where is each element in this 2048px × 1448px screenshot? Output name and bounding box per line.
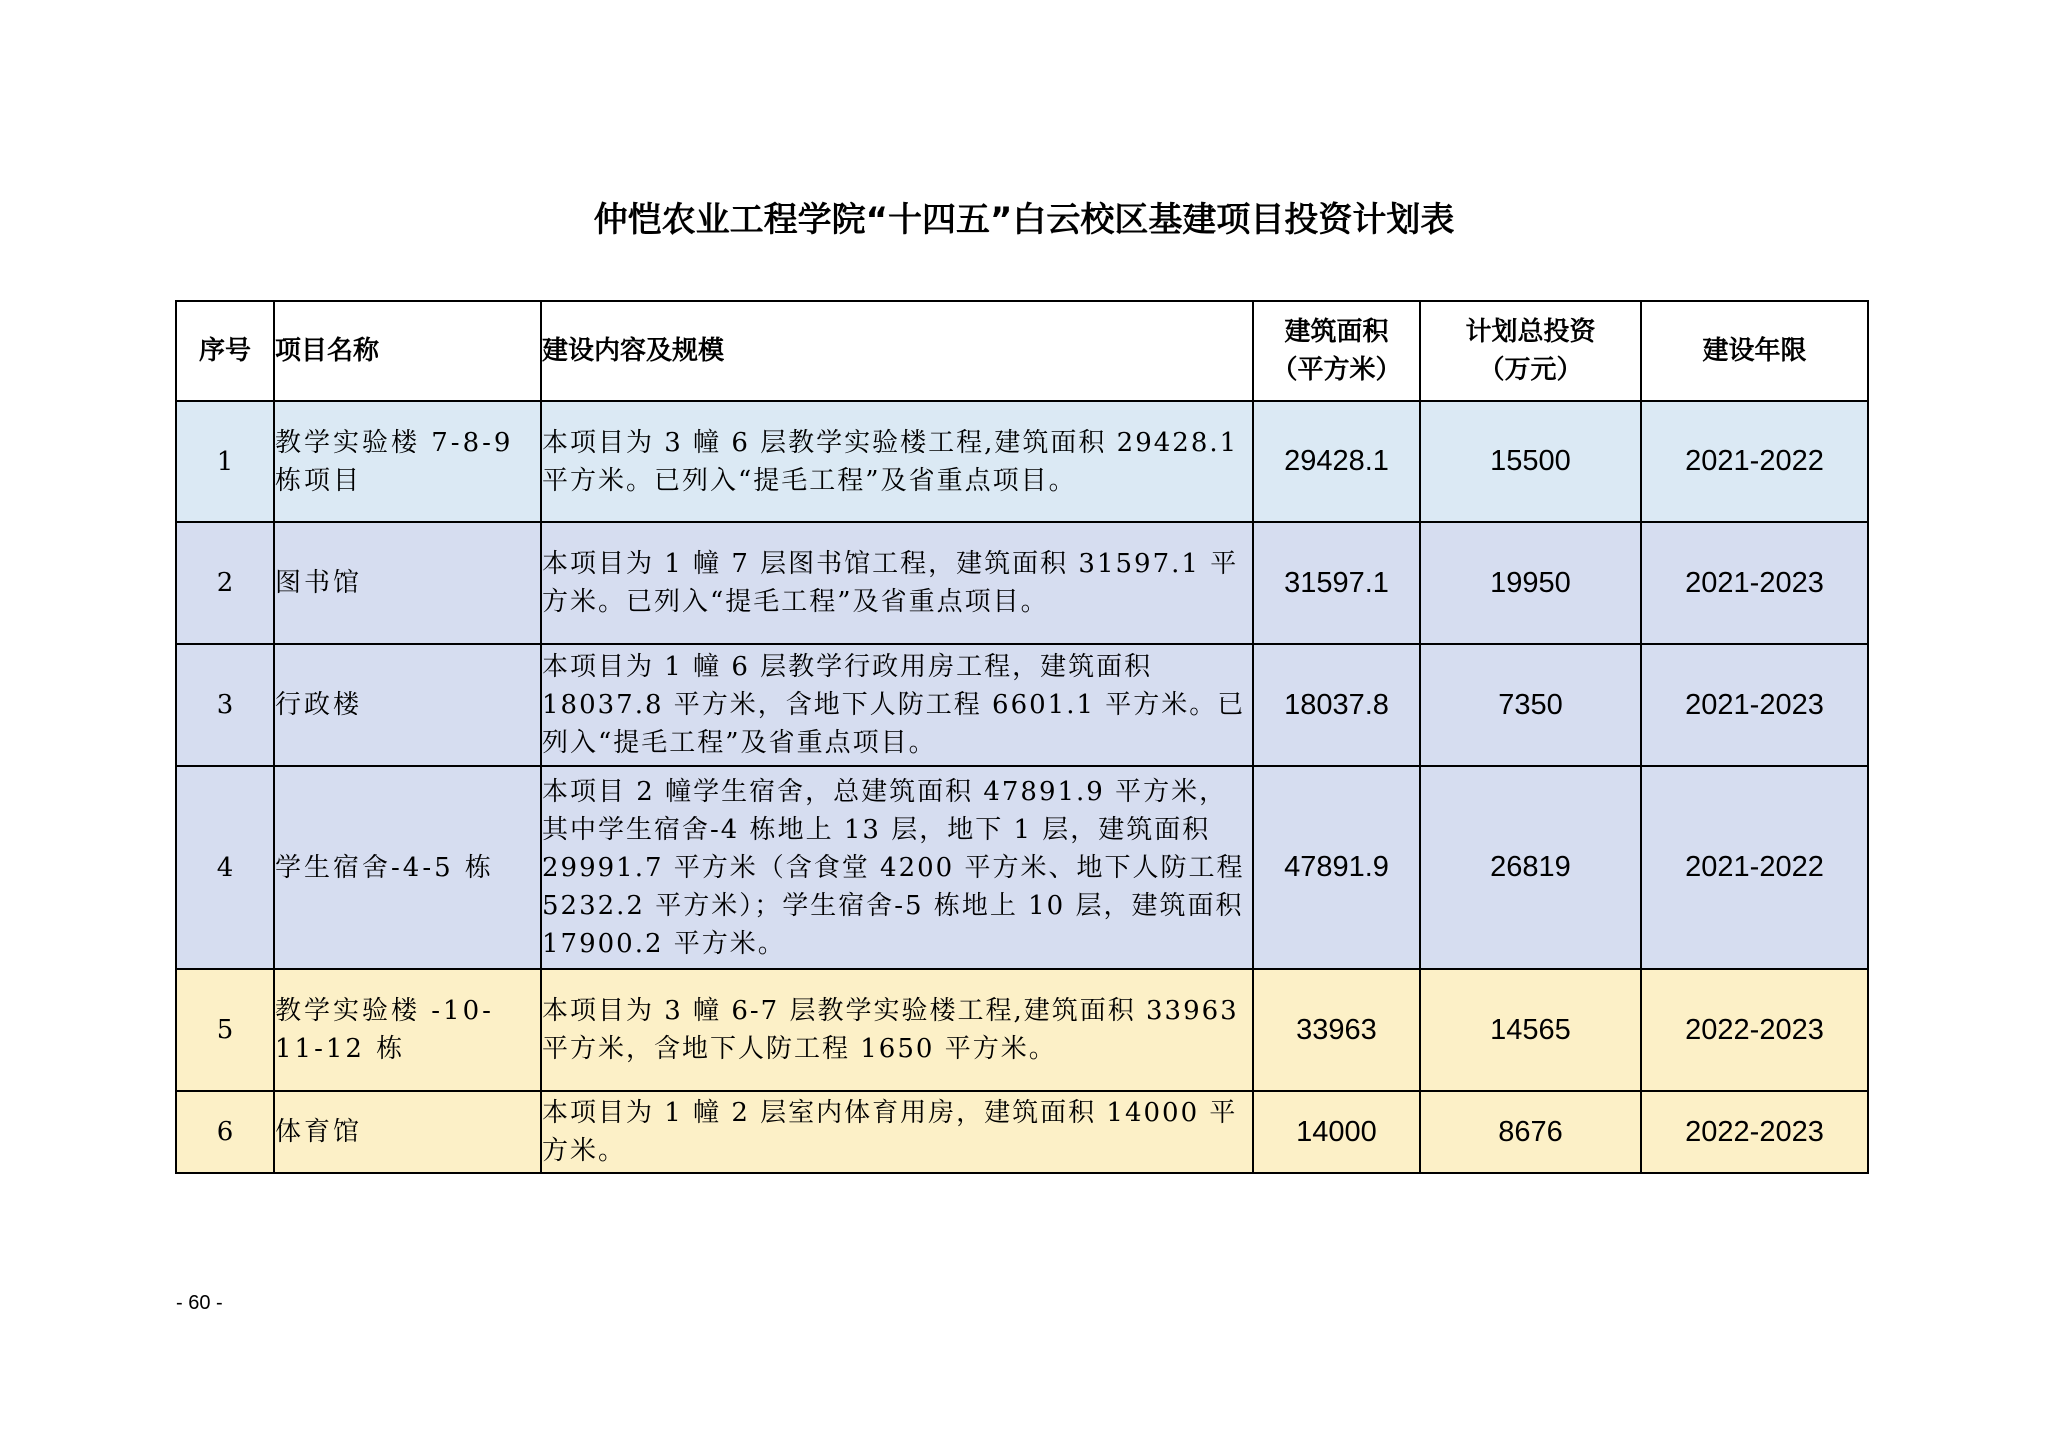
row-no: 1: [176, 401, 274, 522]
header-investment-line1: 计划总投资: [1465, 317, 1596, 347]
row-content: 本项目 2 幢学生宿舍，总建筑面积 47891.9 平方米，其中学生宿舍-4 栋地上 13 层，地下 1 层，建筑面积 29991.7 平方米（含食堂 4200 平方米、地下人防工程 5232.2 平方米）；学生宿舍-5 栋地上 10 层，建筑面积 17900.2 平方米。: [541, 766, 1253, 969]
row-content: 本项目为 1 幢 7 层图书馆工程，建筑面积 31597.1 平方米。已列入“提毛工程”及省重点项目。: [541, 522, 1253, 644]
row-no: 4: [176, 766, 274, 969]
row-years: 2021-2023: [1641, 522, 1868, 644]
header-years: 建设年限: [1641, 301, 1868, 401]
row-area: 18037.8: [1253, 644, 1420, 766]
header-area-line2: （平方米）: [1271, 355, 1402, 385]
row-area: 31597.1: [1253, 522, 1420, 644]
header-content: 建设内容及规模: [541, 301, 1253, 401]
row-no: 6: [176, 1091, 274, 1173]
row-name: 学生宿舍-4-5 栋: [274, 766, 541, 969]
header-area-line1: 建筑面积: [1284, 317, 1389, 347]
row-years: 2022-2023: [1641, 1091, 1868, 1173]
header-investment-line2: （万元）: [1478, 355, 1583, 385]
row-investment: 7350: [1420, 644, 1641, 766]
page-number: - 60 -: [176, 1292, 223, 1314]
table-row: [176, 522, 1868, 644]
row-content: 本项目为 1 幢 2 层室内体育用房，建筑面积 14000 平方米。: [541, 1091, 1253, 1173]
header-no: 序号: [176, 301, 274, 401]
row-years: 2021-2022: [1641, 401, 1868, 522]
row-years: 2021-2023: [1641, 644, 1868, 766]
row-area: 33963: [1253, 969, 1420, 1091]
row-no: 5: [176, 969, 274, 1091]
table-row: [176, 1091, 1868, 1173]
header-area: [1253, 301, 1420, 401]
table-row: [176, 401, 1868, 522]
row-content: 本项目为 1 幢 6 层教学行政用房工程，建筑面积 18037.8 平方米，含地下人防工程 6601.1 平方米。已列入“提毛工程”及省重点项目。: [541, 644, 1253, 766]
table-row: [176, 644, 1868, 766]
row-area: 47891.9: [1253, 766, 1420, 969]
table-row: [176, 969, 1868, 1091]
row-investment: 15500: [1420, 401, 1641, 522]
row-name: 图书馆: [274, 522, 541, 644]
row-years: 2021-2022: [1641, 766, 1868, 969]
row-name: 行政楼: [274, 644, 541, 766]
table-row: [176, 766, 1868, 969]
row-years: 2022-2023: [1641, 969, 1868, 1091]
row-investment: 14565: [1420, 969, 1641, 1091]
table-header-row: [176, 301, 1868, 401]
row-area: 29428.1: [1253, 401, 1420, 522]
row-investment: 19950: [1420, 522, 1641, 644]
row-no: 2: [176, 522, 274, 644]
row-investment: 8676: [1420, 1091, 1641, 1173]
row-investment: 26819: [1420, 766, 1641, 969]
row-content: 本项目为 3 幢 6-7 层教学实验楼工程,建筑面积 33963 平方米，含地下人防工程 1650 平方米。: [541, 969, 1253, 1091]
row-no: 3: [176, 644, 274, 766]
header-name: 项目名称: [274, 301, 541, 401]
row-name: 教学实验楼 -10-11-12 栋: [274, 969, 541, 1091]
page-title: 仲恺农业工程学院“十四五”白云校区基建项目投资计划表: [593, 200, 1455, 240]
header-investment: [1420, 301, 1641, 401]
row-content: 本项目为 3 幢 6 层教学实验楼工程,建筑面积 29428.1 平方米。已列入“提毛工程”及省重点项目。: [541, 401, 1253, 522]
row-area: 14000: [1253, 1091, 1420, 1173]
investment-plan-table: [175, 300, 1869, 1174]
row-name: 体育馆: [274, 1091, 541, 1173]
row-name: 教学实验楼 7-8-9 栋项目: [274, 401, 541, 522]
